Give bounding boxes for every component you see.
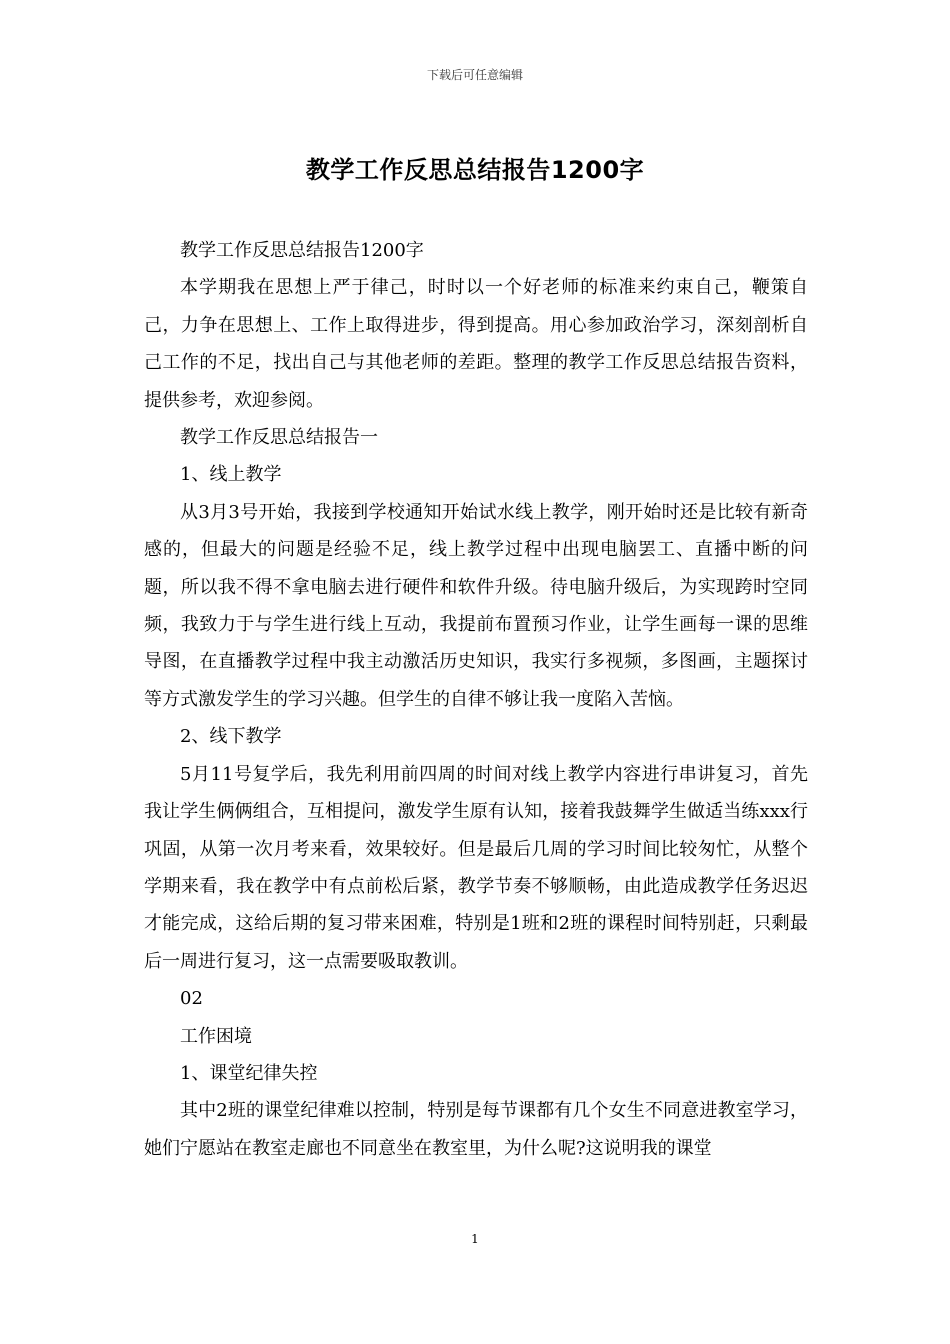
paragraph-intro: 本学期我在思想上严于律己，时时以一个好老师的标准来约束自己，鞭策自己，力争在思想上、工作上取得进步，得到提高。用心参加政治学习，深刻剖析自己工作的不足，找出自己与其他老师的差距。整理的教学工作反思总结报告资料，提供参考，欢迎参阅。 [144,277,808,411]
paragraph-online-teaching: 从3月3号开始，我接到学校通知开始试水线上教学，刚开始时还是比较有新奇感的，但最大的问题是经验不足，线上教学过程中出现电脑罢工、直播中断的问题，所以我不得不拿电脑去进行硬件和软件升级。待电脑升级后，为实现跨时空同频，我致力于与学生进行线上互动，我提前布置预习作业，让学生画每一课的思维导图，在直播教学过程中我主动激活历史知识，我实行多视频，多图画，主题探讨等方式激发学生的学习兴趣。但学生的自律不够让我一度陷入苦恼。 [144,501,808,710]
document-body [144,232,808,1167]
section-heading-report-one: 教学工作反思总结报告一 [180,427,378,449]
section-number: 02 [180,988,203,1010]
subheading-online-teaching: 1、线上教学 [180,464,282,486]
subheading-offline-teaching: 2、线下教学 [180,726,282,748]
paragraph-classroom-discipline: 其中2班的课堂纪律难以控制，特别是每节课都有几个女生不同意进教室学习，她们宁愿站在教室走廊也不同意坐在教室里，为什么呢?这说明我的课堂 [144,1100,808,1159]
subheading-classroom-discipline: 1、课堂纪律失控 [180,1062,318,1084]
paragraph-subtitle: 教学工作反思总结报告1200字 [180,240,424,261]
section-heading-difficulties: 工作困境 [180,1025,252,1047]
paragraph-offline-teaching: 5月11号复学后，我先利用前四周的时间对线上教学内容进行串讲复习，首先我让学生俩俩组合，互相提问，激发学生原有认知，接着我鼓舞学生做适当练xxx行巩固，从第一次月考来看，效果较好。但是最后几周的学习时间比较匆忙，从整个学期来看，我在教学中有点前松后紧，教学节奏不够顺畅，由此造成教学任务迟迟才能完成，这给后期的复习带来困难，特别是1班和2班的课程时间特别赶，只剩最后一周进行复习，这一点需要吸取教训。 [144,763,808,972]
page-header: 下载后可任意编辑 [426,68,523,82]
page-number: 1 [471,1232,479,1246]
document-title: 教学工作反思总结报告1200字 [305,156,645,184]
